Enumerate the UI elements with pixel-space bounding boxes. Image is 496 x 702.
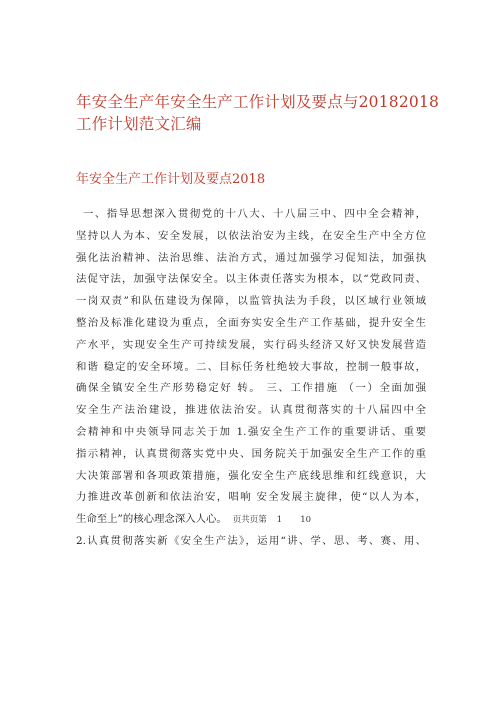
body-line: 坚持以人为本、安全发展，以依法治安为主线，在安全生产中全方位 xyxy=(76,229,426,242)
body-line: 会精神和中央领导同志关于加 1.强安全生产工作的重要讲话、重要 xyxy=(76,425,426,438)
body-line: 和谐 稳定的安全环境。二、目标任务杜绝较大事故，控制一般事故， xyxy=(76,360,426,373)
body-line: 一、指导思想深入贯彻党的十八大、十八届三中、四中全会精神， xyxy=(83,208,426,220)
page-marker-current: 1 xyxy=(276,515,283,526)
page-marker-label: 页共页第 xyxy=(232,515,267,526)
body-line: 强化法治精神、法治思维、法治方式，通过加强学习促知法，加强执 xyxy=(76,251,426,264)
page-marker xyxy=(233,515,311,525)
document-title-line-2: 工作计划范文汇编 xyxy=(76,115,202,133)
body-line: 生命至上”的核心理念深入人心。 xyxy=(76,513,227,526)
page-marker-total: 10 xyxy=(300,515,312,526)
section-heading: 年安全生产工作计划及要点2018 xyxy=(76,172,266,187)
body-text xyxy=(76,204,426,553)
document-title xyxy=(76,91,440,135)
body-line: 确保全镇安全生产形势稳定好 转。 三、工作措施 （一）全面加强 xyxy=(76,382,426,395)
body-line: 力推进改革创新和依法治安，唱响 安全发展主旋律，使“以人为本， xyxy=(76,491,426,504)
body-line: 整治及标准化建设为重点，全面夯实安全生产工作基础，提升安全生 xyxy=(76,316,426,329)
body-line: 安全生产法治建设，推进依法治安。认真贯彻落实的十八届四中全 xyxy=(76,404,426,417)
body-line: 产水平，实现安全生产可持续发展，实行码头经济又好又快发展营造 xyxy=(76,338,426,351)
body-line: 一岗双责”和队伍建设为保障，以监管执法为手段，以区域行业领域 xyxy=(76,295,426,308)
body-line: 指示精神，认真贯彻落实党中央、国务院关于加强安全生产工作的重 xyxy=(76,447,426,460)
body-line: 法促守法，加强守法保安全。以主体责任落实为根本，以“党政同责、 xyxy=(76,273,426,286)
body-line: 大决策部署和各项政策措施，强化安全生产底线思维和红线意识，大 xyxy=(76,469,426,482)
body-line-with-page-marker xyxy=(76,509,426,531)
body-line: 2.认真贯彻落实新《安全生产法》，运用“讲、学、思、考、赛、用、 xyxy=(76,534,426,547)
document-title-line-1: 年安全生产年安全生产工作计划及要点与20182018 xyxy=(76,93,440,111)
